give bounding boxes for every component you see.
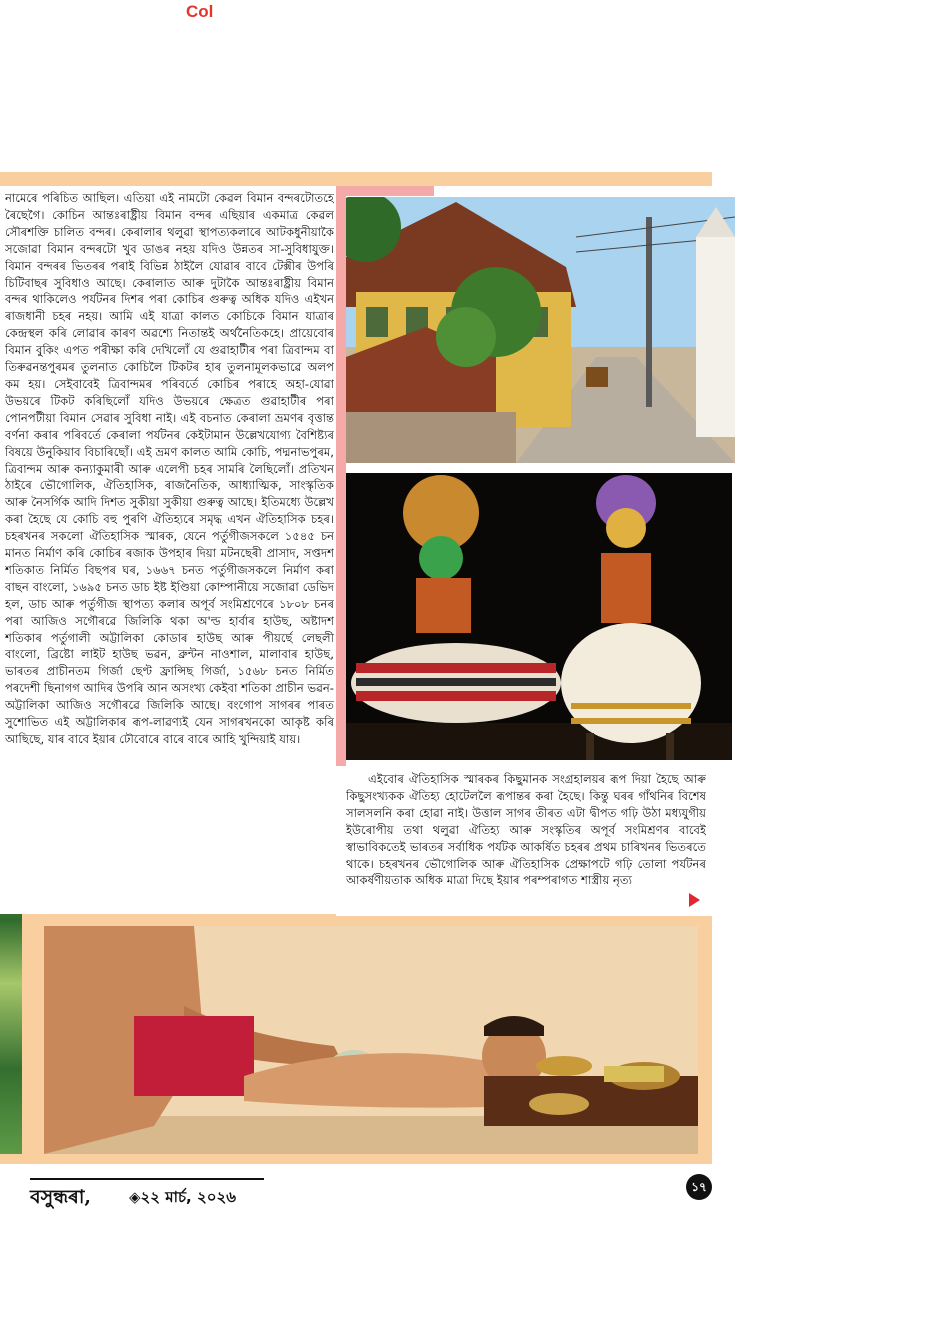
continue-arrow-icon xyxy=(689,893,700,907)
footer-magazine-name: বসুন্ধৰা, xyxy=(30,1186,91,1208)
photo-kathakali-dancers xyxy=(346,473,732,760)
pink-accent-top xyxy=(336,186,434,196)
photo-ayurvedic-massage xyxy=(44,926,698,1154)
article-right-column: এইবোৰ ঐতিহাসিক স্মাৰকৰ কিছুমানক সংগ্ৰহালয়ৰ ৰূপ দিয়া হৈছে আৰু কিছুসংখ্যকক ঐতিহ্য হোটেললৈ ৰূপান্তৰ কৰা হৈছে। কিন্তু ঘৰৰ গাঁথনিৰ বিশেষ সালসলনি কৰা হোৱা নাই। উত্তাল সাগৰ তীৰত এটা দ্বীপত গঢ়ি উঠা মধ্যযুগীয় ইউৰোপীয় তথা থলুৱা ঐতিহ্য আৰু সংস্কৃতিৰ অপূৰ্ব সংমিশ্ৰণৰ বাবেই স্বাভাবিকতেই ভাৰতৰ সৰ্বাধিক পৰ্যটক আকৰ্ষিত চহৰৰ প্ৰথম চাৰিখনৰ ভিতৰতে থাকে। চহৰখনৰ ভৌগোলিক আৰু ঐতিহাসিক প্ৰেক্ষাপটে গঢ়ি তোলা পৰ্যটনৰ আকৰ্ষণীয়তাক অধিক মাত্ৰা দিছে ইয়াৰ পৰম্পৰাগত শাস্ত্ৰীয় নৃত্য xyxy=(346,772,706,888)
footer-rule xyxy=(30,1178,264,1180)
pink-accent-bar xyxy=(336,186,346,766)
page-number: ১৭ xyxy=(686,1174,712,1200)
article-left-column: নামেৰে পৰিচিত আছিল। এতিয়া এই নামটো কেৱল বিমান বন্দৰটোতহে ৰৈছেগৈ। কোচিন আন্তঃৰাষ্ট্ৰীয় বিমান বন্দৰ এছিয়াৰ একমাত্ৰ কেৱল সৌৰশক্তি চালিত বন্দৰ। কেৰালাৰ থলুৱা স্থাপত্যকলাৰে আটকধুনীয়াকৈ সজোৱা বিমান বন্দৰটো খুব ডাঙৰ নহয় যদিও উন্নতৰ সা-সুবিধাযুক্ত। বিমান বন্দৰৰ ভিতৰৰ পৰাই বিভিন্ন ঠাইলৈ যোৱাৰ বাবে টেক্সীৰ উপৰি চিটিবাছৰ সুবিধাও আছে। কেৰালাত আৰু দুটাকৈ আন্তঃৰাষ্ট্ৰীয় বিমান বন্দৰ থাকিলেও পৰ্যটনৰ দিশৰ পৰা কোচিৰ গুৰুত্ব অধিক যদিও এইখন ৰাজধানী চহৰ নহয়। আমি এই যাত্ৰা কালত কোচিকে বিমান যাত্ৰাৰ কেন্দ্ৰস্থল কৰি লোৱাৰ কাৰণ অৱশ্যে নিতান্তই অৰ্থনৈতিকহে। প্ৰায়েবোৰ বিমান বুকিং এপত পৰীক্ষা কৰি দেখিলোঁ যে গুৱাহাটীৰ পৰা ত্ৰিবান্দম বা তিৰুৱনন্তপুৰমৰ তুলনাত কোচিলৈ টিকটৰ হাৰ তুলনামূলকভাৱে অলপ কম হয়। সেইবাবেই ত্ৰিবান্দমৰ পৰিবৰ্তে কোচিৰ পৰাহে অহা-যোৱা উভয়ৰে টিকট কৰিছিলোঁ যদিও উভয়ৰে ক্ষেত্ৰত গুৱাহাটীৰ পৰা পোনপটীয়া বিমান সেৱাৰ সুবিধা নাই। এই বচনাত কেৰালা ভ্ৰমণৰ বৃত্তান্ত বৰ্ণনা কৰাৰ পৰিবৰ্তে কেৰালা পৰ্যটনৰ কেইটামান উল্লেখযোগ্য বৈশিষ্ট্যৰ বিষয়ে উনুকিয়াব বিচাৰিছোঁ। এই ভ্ৰমণ কালত আমি কোচি, পদ্মনাভপুৰম, ত্ৰিবান্দম আৰু কন্যাকুমাৰী আৰু এলেপী চহৰ সামৰি লৈছিলোঁ। প্ৰতিখন ঠাইৰে ভৌগোলিক, ঐতিহাসিক, ৰাজনৈতিক, আধ্যাত্মিক, সাংস্কৃতিক আৰু নৈসৰ্গিক আদি দিশত সুকীয়া সুকীয়া গুৰুত্ব আছে। ইতিমধ্যে উল্লেখ কৰা হৈছে যে কোচি বহু পুৰণি ঐতিহ্যৰে সমৃদ্ধ এখন ঐতিহাসিক চহৰ। চহৰখনৰ সকলো ঐতিহাসিক স্মাৰক, যেনে পৰ্তুগীজসকলে ১৫৪৫ চন মানত নিৰ্মাণ কৰি কোচিৰ ৰজাক উপহাৰ দিয়া মটনছেৰী প্ৰাসাদ, সপ্তদশ শতিকাত নিৰ্মিত বিছপৰ ঘৰ, ১৬৬৭ চনত পৰ্তুগীজসকলে নিৰ্মাণ কৰা বাছন বাংলো, ১৬৯৫ চনত ডাচ ইষ্ট ইণ্ডিয়া কোম্পানীয়ে সজোৱা ডেভিদ হল, ডাচ আৰু পৰ্তুগীজ স্থাপত্য কলাৰ অপূৰ্ব সংমিশ্ৰণেৰে ১৮০৮ চনৰ পৰা আজিও সগৌৰৱে জিলিকি থকা অ'ল্ড হাৰ্বাৰ হাউছ, অষ্টাদশ শতিকাৰ পৰ্তুগালী অট্টালিকা কোডাৰ হাউছ আৰু পীয়ৰ্ছে লেছলী বাংলো, ব্ৰিষ্টো লাইট হাউছ ভৱন, ব্ৰুন্টন নাওশাল, মালাবাৰ হাউছ, ভাৰতৰ প্ৰাচীনতম গিৰ্জা ছেণ্ট ফ্ৰান্সিছ গিৰ্জা, ১৫৬৮ চনত নিৰ্মিত পৰদেশী ছিনাগগ আদিৰ উপৰি আন অসংখ্য কেইবা শতিকা প্ৰাচীন ভৱন-অট্টালিকা আজিও সগৌৰৱে জিলিকি আছে। বংগোপ সাগৰৰ পাৰত সুশোভিত এই অট্টালিকাৰ ৰূপ-লাৱণ্যই যেন সাগৰখনকো আকৃষ্ট কৰি আছিছে, যাৰ বাবে ইয়াৰ ঢৌবোৰে বাৰে বাৰে আহি খুন্দিয়াই যায়। xyxy=(5,191,334,746)
corner-tag: Col xyxy=(186,2,214,21)
photo-kochi-street xyxy=(346,197,735,463)
footer-date: ◈২২ মাৰ্চ, ২০২৬ xyxy=(129,1188,236,1206)
